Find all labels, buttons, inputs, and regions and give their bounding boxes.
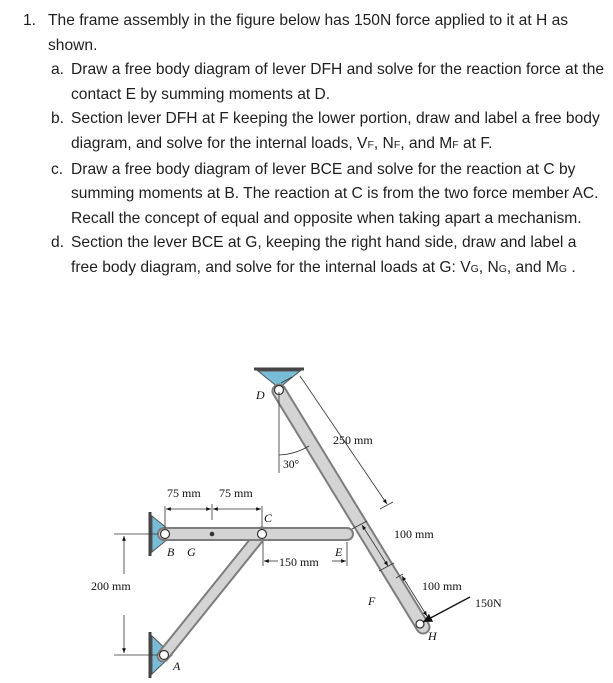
pin-b <box>161 530 170 539</box>
label-g: G <box>187 545 196 559</box>
label-f: F <box>368 594 376 608</box>
lever-dfh <box>279 391 423 627</box>
part-d-text: Section the lever BCE at G, keeping the right hand side, draw and label a free body diagram, and solve for the internal loads at G: VG, NG, and MG . <box>71 234 577 276</box>
part-c-letter: c. <box>51 160 64 178</box>
dim-150-label: 150 mm <box>279 555 319 569</box>
link-ac <box>163 533 262 656</box>
part-a-letter: a. <box>51 61 65 79</box>
part-b-letter: b. <box>51 110 65 128</box>
question-number: 1. <box>23 12 37 29</box>
dim-75 <box>165 504 262 528</box>
part-a-text: Draw a free body diagram of lever DFH and solve for the reaction force at the contact E by summing moments at D. <box>71 61 605 103</box>
angle-label: 30° <box>283 459 300 471</box>
dim-75-left-label: 75 mm <box>167 486 201 500</box>
dim-75-right-label: 75 mm <box>219 486 253 500</box>
load-label: 150N <box>475 596 502 610</box>
pin-a <box>160 651 169 660</box>
point-g <box>210 532 215 537</box>
load-arrow <box>423 597 470 622</box>
question-stem-text: The frame assembly in the figure below has 150N force applied to it at H as shown. <box>48 12 569 54</box>
dim-100-upper-label: 100 mm <box>394 527 434 541</box>
dim-250-label: 250 mm <box>333 433 373 447</box>
point-h <box>416 620 424 628</box>
label-d: D <box>256 388 265 402</box>
label-e: E <box>335 545 343 559</box>
label-c: C <box>264 511 273 525</box>
label-h: H <box>428 629 437 643</box>
dim-200-label: 200 mm <box>91 579 131 593</box>
part-b-text: Section lever DFH at F keeping the lower portion, draw and label a free body diagram, and solve for the internal loads, VF, NF, and MF at F. <box>71 110 600 152</box>
part-c-text: Draw a free body diagram of lever BCE and solve for the reaction at C by summing moments at B. The reaction at C is from the two force member AC. Recall the concept of equal and opposite when taking apart a mechanism. <box>71 160 599 227</box>
label-a: A <box>173 659 181 673</box>
pin-c <box>258 530 267 539</box>
label-b: B <box>167 545 175 559</box>
part-d-letter: d. <box>51 234 65 252</box>
dim-100-lower-label: 100 mm <box>422 579 462 593</box>
